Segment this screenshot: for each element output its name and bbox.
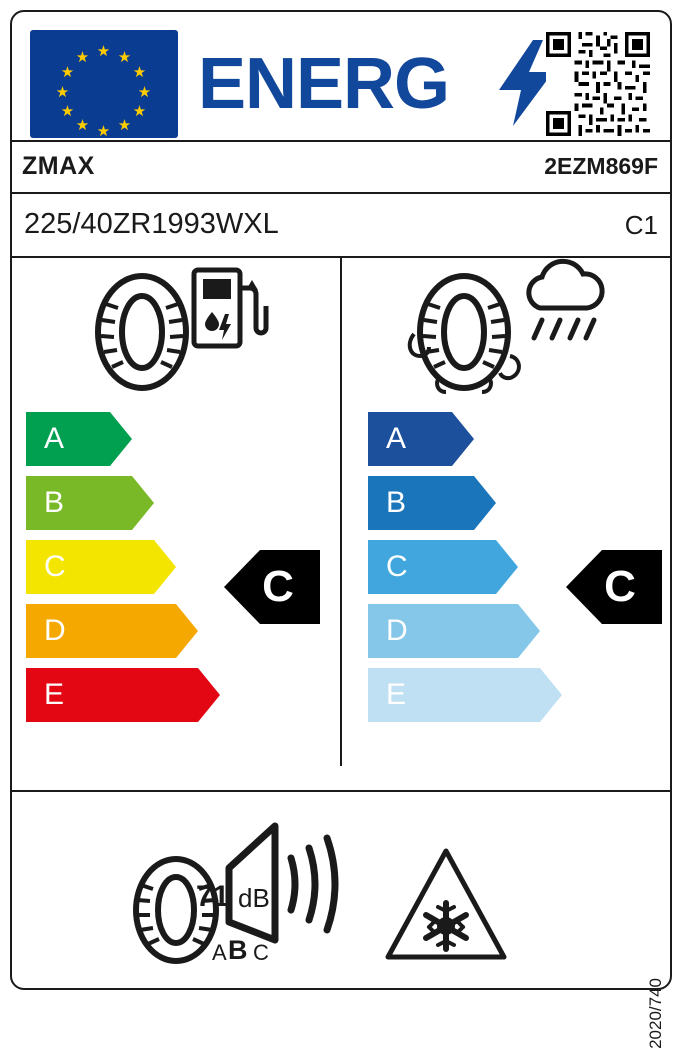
wet-grade-row (368, 412, 578, 466)
three-peak-snowflake-icon (383, 845, 509, 965)
wet-grade-row (368, 604, 578, 658)
fuel-grade-row (26, 476, 236, 530)
fuel-pump-icon (188, 262, 264, 354)
fuel-grade-row (26, 668, 236, 722)
divider-vertical (340, 256, 342, 766)
page-title: ENERG (198, 44, 450, 124)
fuel-rating-marker (224, 550, 320, 624)
wet-rating-value: C (604, 562, 636, 611)
tyre-size: 225/40ZR1993WXL (24, 208, 279, 240)
rain-cloud-icon (516, 262, 612, 358)
fuel-grade-shape-a (26, 412, 132, 466)
fuel-grade-label: D (44, 614, 66, 647)
wet-grade-label: C (386, 550, 408, 583)
noise-unit: dB (238, 883, 270, 913)
fuel-grade-row (26, 604, 236, 658)
tyre-class-code: C1 (624, 210, 658, 240)
type-code: 2EZM869F (544, 153, 658, 179)
fuel-grade-label: B (44, 486, 65, 519)
tyre-wet-icon (410, 272, 518, 392)
wet-grade-label: D (386, 614, 408, 647)
fuel-grade-row (26, 412, 236, 466)
label-header (12, 12, 670, 142)
brand-name: ZMAX (22, 152, 95, 180)
wet-grade-row (368, 668, 578, 722)
wet-grade-label: B (386, 486, 407, 519)
tyre-icon (88, 272, 196, 392)
lightning-bolt-icon (499, 40, 553, 126)
label-date: 2020/740 (646, 978, 665, 1049)
noise-class-selected: B (228, 935, 248, 965)
divider-brand (12, 192, 670, 194)
noise-class-b (228, 935, 248, 966)
fuel-grade-label: E (44, 678, 65, 711)
qr-code-icon (546, 32, 650, 136)
wet-grade-shape-a (368, 412, 474, 466)
eu-flag-icon: ★ ★ ★ ★ ★ ★ ★ ★ ★ ★ ★ ★ (30, 30, 178, 138)
noise-class-c: C (253, 940, 269, 965)
fuel-grade-row (26, 540, 236, 594)
fuel-grade-label: C (44, 550, 66, 583)
divider-header (12, 140, 670, 142)
divider-bottom (12, 790, 670, 792)
wet-grade-label: E (386, 678, 407, 711)
noise-class-a: A (212, 940, 227, 965)
wet-grade-label: A (386, 422, 407, 455)
wet-grade-row (368, 540, 578, 594)
fuel-grade-label: A (44, 422, 65, 455)
noise-value: 71 (196, 880, 230, 913)
wet-rating-marker (566, 550, 662, 624)
fuel-rating-value: C (262, 562, 294, 611)
fuel-grade-list (26, 412, 236, 732)
wet-grade-list (368, 412, 578, 732)
wet-grade-row (368, 476, 578, 530)
